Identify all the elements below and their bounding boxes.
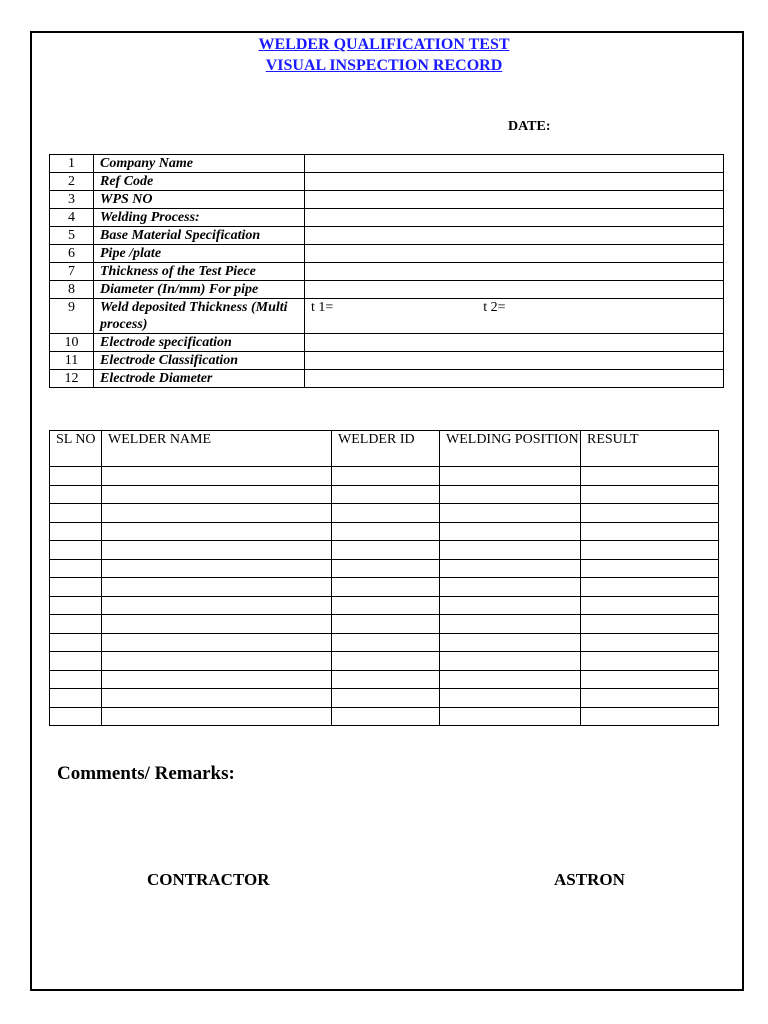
welder-cell[interactable]: [50, 504, 102, 523]
welder-row: [50, 578, 719, 597]
row-number: 12: [50, 370, 94, 388]
row-number: 3: [50, 191, 94, 209]
welder-cell[interactable]: [50, 578, 102, 597]
field-value[interactable]: [305, 263, 724, 281]
welder-cell[interactable]: [50, 467, 102, 486]
welder-cell[interactable]: [581, 670, 719, 689]
info-row: [50, 281, 724, 299]
field-label: Diameter (In/mm) For pipe: [94, 281, 305, 299]
row-number: 5: [50, 227, 94, 245]
welder-row: [50, 670, 719, 689]
welder-cell[interactable]: [332, 467, 440, 486]
welder-row: [50, 485, 719, 504]
welder-table: [49, 430, 719, 726]
welder-row: [50, 541, 719, 560]
field-value[interactable]: [305, 209, 724, 227]
row-number: 10: [50, 334, 94, 352]
field-value[interactable]: [305, 299, 724, 334]
welder-cell[interactable]: [581, 689, 719, 708]
welder-cell[interactable]: [581, 504, 719, 523]
welder-cell[interactable]: [440, 689, 581, 708]
contractor-signature-label: CONTRACTOR: [147, 870, 270, 889]
welder-cell[interactable]: [50, 522, 102, 541]
welder-cell[interactable]: [102, 633, 332, 652]
info-row: [50, 334, 724, 352]
field-label: Welding Process:: [94, 209, 305, 227]
welder-cell[interactable]: [440, 652, 581, 671]
welder-cell[interactable]: [102, 689, 332, 708]
welder-cell[interactable]: [50, 485, 102, 504]
field-label: Electrode Classification: [94, 352, 305, 370]
welder-cell[interactable]: [581, 467, 719, 486]
row-number: 6: [50, 245, 94, 263]
col-welder-id: WELDER ID: [332, 431, 440, 467]
welder-cell[interactable]: [332, 485, 440, 504]
welder-cell[interactable]: [332, 670, 440, 689]
form-title: WELDER QUALIFICATION TEST: [258, 36, 510, 53]
row-number: 8: [50, 281, 94, 299]
comments-label: Comments/ Remarks:: [57, 763, 235, 784]
info-row: [50, 245, 724, 263]
row-number: 4: [50, 209, 94, 227]
info-row: [50, 191, 724, 209]
welder-table-header: [50, 431, 719, 467]
col-welding-position: WELDING POSITION: [440, 431, 581, 467]
welder-row: [50, 559, 719, 578]
welder-cell[interactable]: [102, 559, 332, 578]
welder-cell[interactable]: [440, 633, 581, 652]
welder-cell[interactable]: [102, 596, 332, 615]
welder-row: [50, 652, 719, 671]
welder-row: [50, 504, 719, 523]
field-label: Pipe /plate: [94, 245, 305, 263]
welder-cell[interactable]: [581, 485, 719, 504]
form-subtitle: VISUAL INSPECTION RECORD: [265, 57, 503, 74]
welder-row: [50, 615, 719, 634]
welder-cell[interactable]: [332, 541, 440, 560]
t2-label: t 2=: [483, 300, 506, 315]
info-row: [50, 370, 724, 388]
field-value[interactable]: [305, 370, 724, 388]
welder-cell[interactable]: [332, 689, 440, 708]
welder-cell[interactable]: [102, 467, 332, 486]
row-number: 9: [50, 299, 94, 334]
t1-label: t 1=: [311, 300, 334, 315]
date-label: DATE:: [508, 119, 551, 134]
welder-row: [50, 596, 719, 615]
row-number: 2: [50, 173, 94, 191]
welder-cell[interactable]: [50, 707, 102, 726]
welder-cell[interactable]: [581, 522, 719, 541]
row-number: 7: [50, 263, 94, 281]
welder-row: [50, 689, 719, 708]
welder-cell[interactable]: [50, 596, 102, 615]
field-label: Thickness of the Test Piece: [94, 263, 305, 281]
welder-cell[interactable]: [332, 633, 440, 652]
welder-cell[interactable]: [102, 707, 332, 726]
info-row: [50, 173, 724, 191]
welder-row: [50, 707, 719, 726]
welder-cell[interactable]: [50, 652, 102, 671]
field-label: Electrode specification: [94, 334, 305, 352]
welder-cell[interactable]: [440, 559, 581, 578]
info-row: [50, 352, 724, 370]
field-value[interactable]: [305, 191, 724, 209]
company-signature-label: ASTRON: [554, 870, 625, 889]
welder-cell[interactable]: [440, 578, 581, 597]
field-value[interactable]: [305, 245, 724, 263]
welder-cell[interactable]: [581, 596, 719, 615]
welder-row: [50, 467, 719, 486]
welder-cell[interactable]: [332, 559, 440, 578]
field-label: Base Material Specification: [94, 227, 305, 245]
field-value[interactable]: [305, 281, 724, 299]
field-value[interactable]: [305, 352, 724, 370]
welder-cell[interactable]: [440, 485, 581, 504]
field-value[interactable]: [305, 173, 724, 191]
welder-cell[interactable]: [50, 689, 102, 708]
welder-cell[interactable]: [50, 670, 102, 689]
welder-cell[interactable]: [102, 652, 332, 671]
welder-cell[interactable]: [332, 652, 440, 671]
welder-cell[interactable]: [440, 596, 581, 615]
field-value[interactable]: [305, 227, 724, 245]
welder-cell[interactable]: [332, 596, 440, 615]
welder-cell[interactable]: [332, 615, 440, 634]
welder-cell[interactable]: [102, 615, 332, 634]
info-row: [50, 299, 724, 334]
welder-cell[interactable]: [440, 670, 581, 689]
welder-cell[interactable]: [440, 541, 581, 560]
welder-row: [50, 522, 719, 541]
info-row: [50, 227, 724, 245]
welder-cell[interactable]: [581, 559, 719, 578]
field-label: Electrode Diameter: [94, 370, 305, 388]
welder-cell[interactable]: [332, 578, 440, 597]
welder-cell[interactable]: [440, 504, 581, 523]
col-sl-no: SL NO: [50, 431, 102, 467]
welder-cell[interactable]: [581, 578, 719, 597]
field-value[interactable]: [305, 155, 724, 173]
welder-cell[interactable]: [440, 615, 581, 634]
welder-cell[interactable]: [332, 707, 440, 726]
welder-cell[interactable]: [50, 633, 102, 652]
info-table: [49, 154, 724, 388]
welder-cell[interactable]: [102, 485, 332, 504]
welder-cell[interactable]: [332, 522, 440, 541]
field-label: Company Name: [94, 155, 305, 173]
welder-cell[interactable]: [102, 504, 332, 523]
field-label: Ref Code: [94, 173, 305, 191]
welder-cell[interactable]: [102, 522, 332, 541]
info-row: [50, 155, 724, 173]
welder-row: [50, 633, 719, 652]
welder-cell[interactable]: [581, 633, 719, 652]
row-number: 1: [50, 155, 94, 173]
welder-cell[interactable]: [50, 615, 102, 634]
row-number: 11: [50, 352, 94, 370]
field-value[interactable]: [305, 334, 724, 352]
welder-cell[interactable]: [581, 615, 719, 634]
info-row: [50, 209, 724, 227]
welder-cell[interactable]: [102, 541, 332, 560]
welder-cell[interactable]: [581, 652, 719, 671]
welder-cell[interactable]: [440, 467, 581, 486]
welder-cell[interactable]: [581, 707, 719, 726]
info-row: [50, 263, 724, 281]
col-welder-name: WELDER NAME: [102, 431, 332, 467]
field-label: Weld deposited Thickness (Multi process): [94, 299, 305, 334]
welder-cell[interactable]: [440, 522, 581, 541]
welder-cell[interactable]: [581, 541, 719, 560]
welder-cell[interactable]: [102, 578, 332, 597]
welder-cell[interactable]: [440, 707, 581, 726]
welder-cell[interactable]: [50, 559, 102, 578]
welder-cell[interactable]: [50, 541, 102, 560]
welder-cell[interactable]: [332, 504, 440, 523]
col-result: RESULT: [581, 431, 719, 467]
welder-cell[interactable]: [102, 670, 332, 689]
field-label: WPS NO: [94, 191, 305, 209]
